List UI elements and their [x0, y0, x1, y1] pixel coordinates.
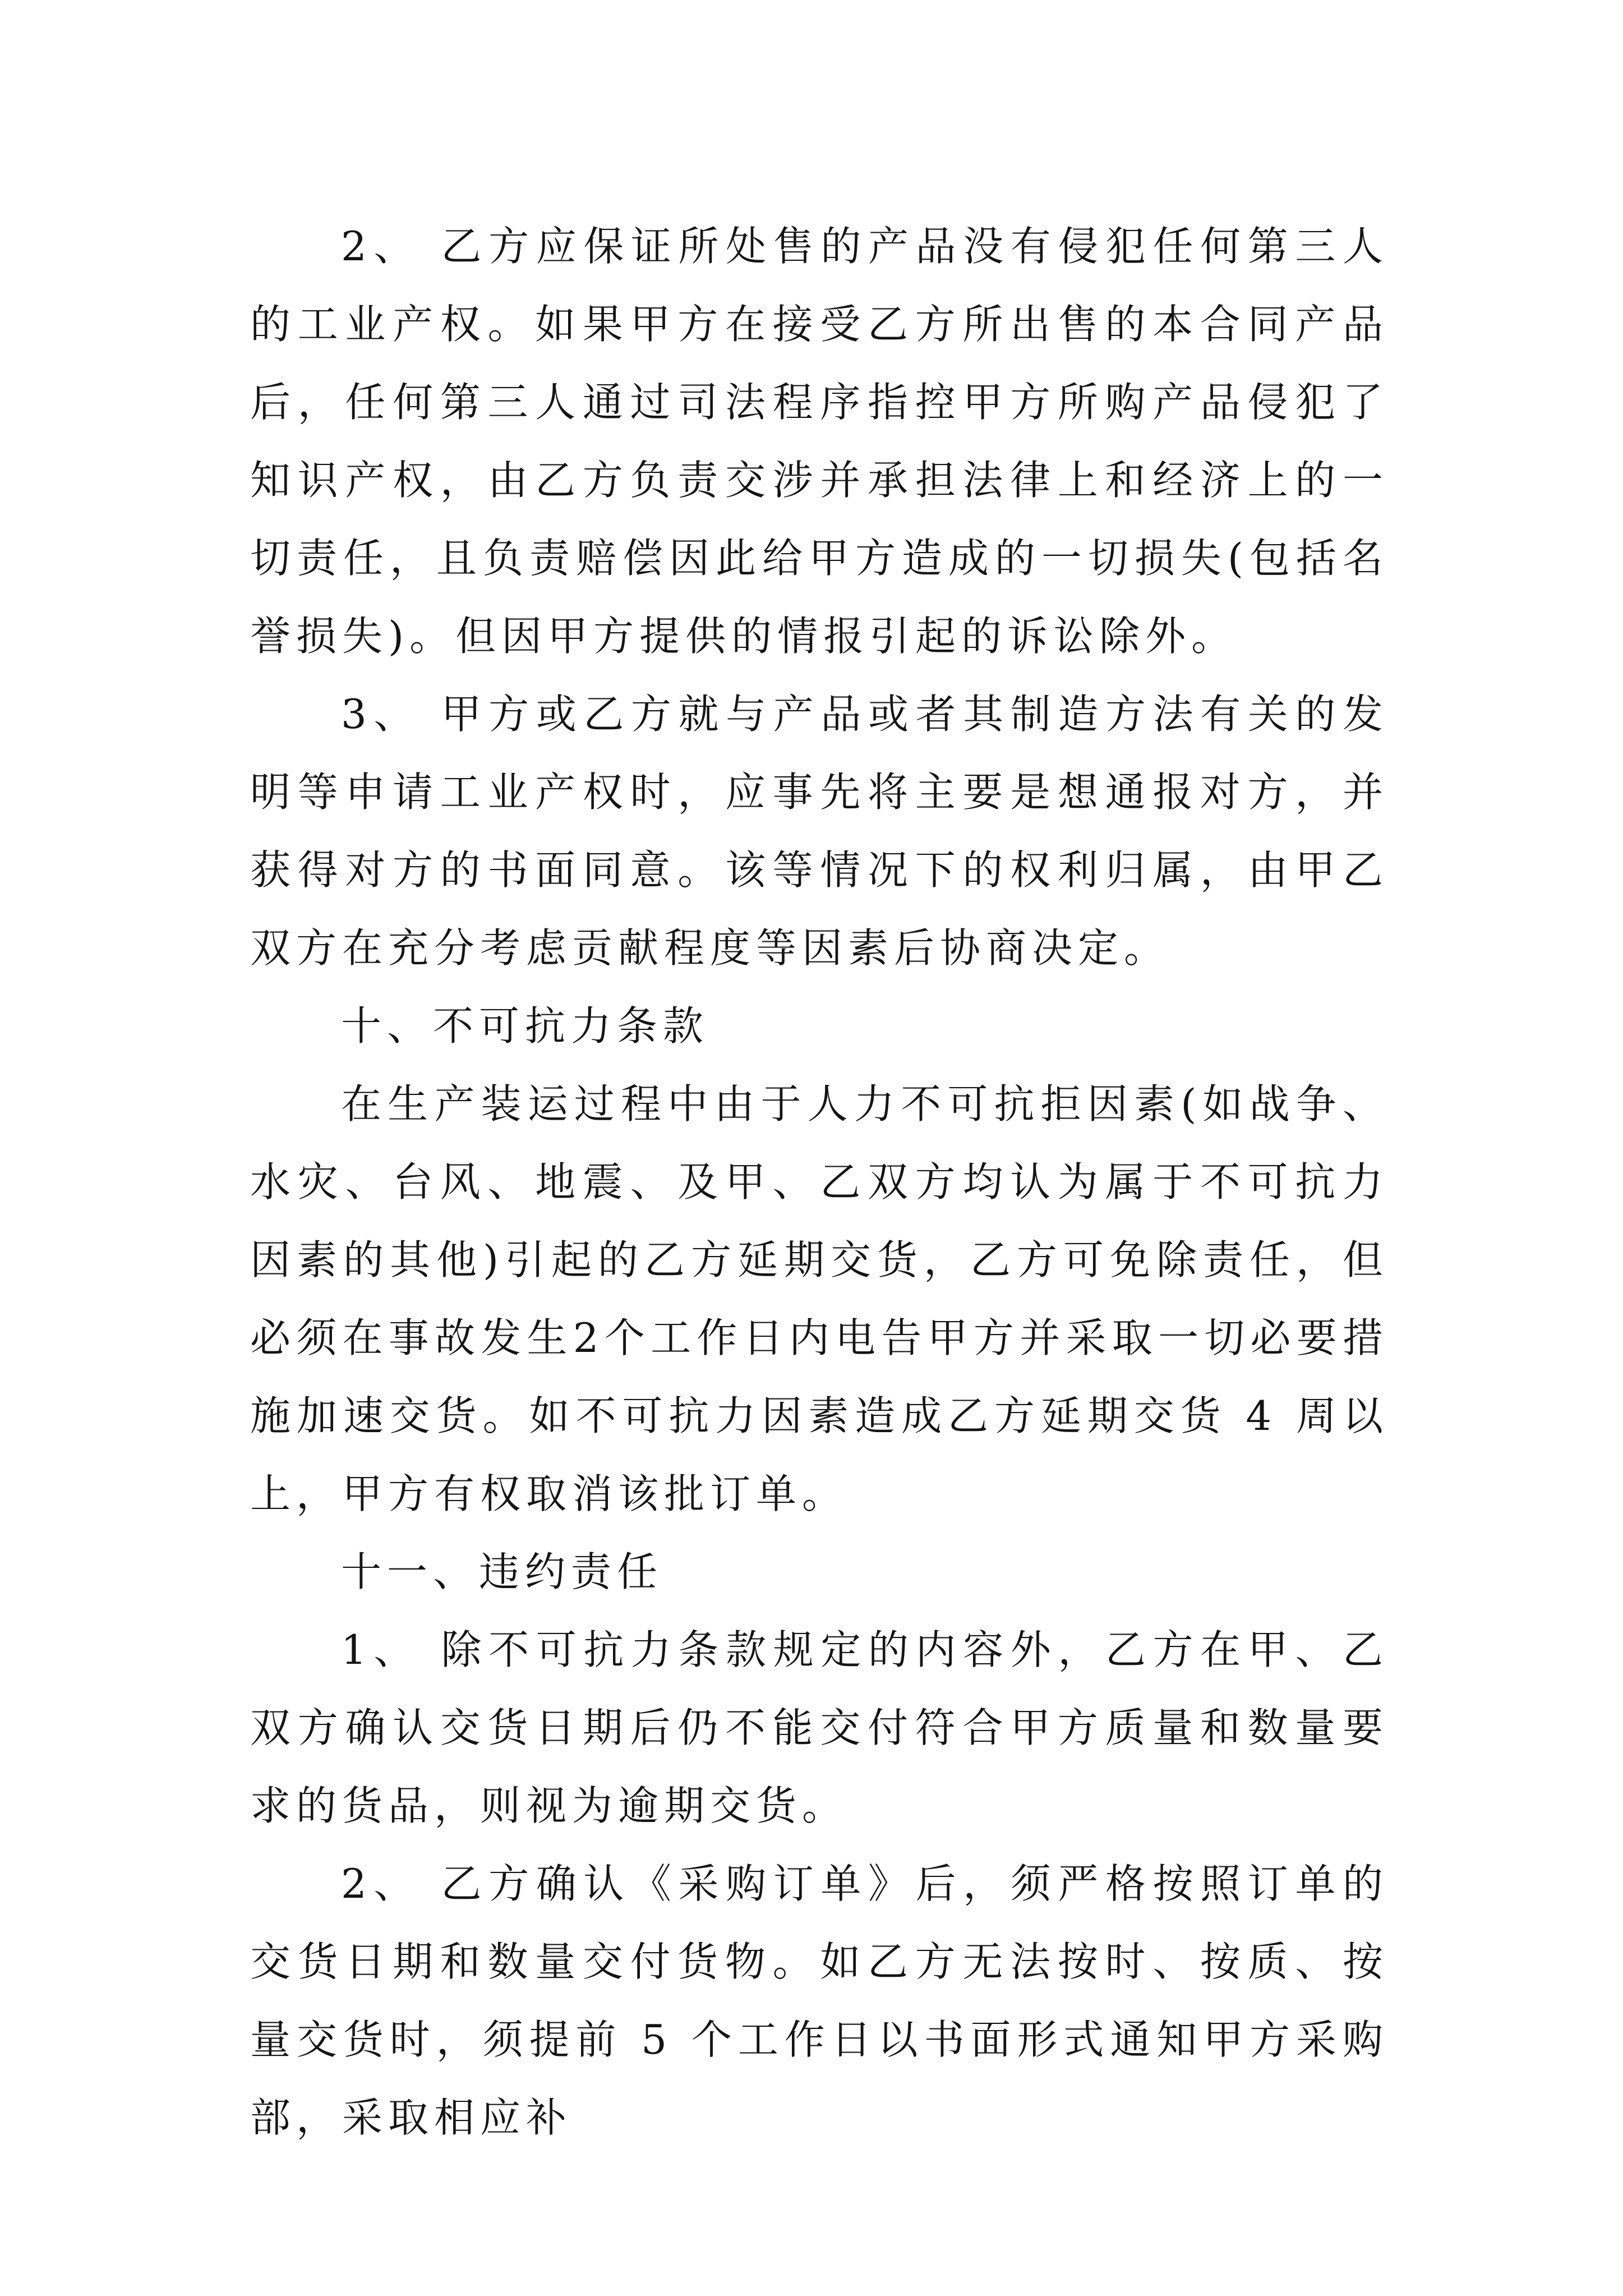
section-10-heading: 十、不可抗力条款: [341, 1002, 709, 1050]
clause-9-item-3: 3、 甲方或乙方就与产品或者其制造方法有关的发明等申请工业产权时，应事先将主要是想通报对方，并获得对方的书面同意。该等情况下的权利归属，由甲乙双方在充分考虑贡献程度等因素后协商决定。: [250, 691, 1389, 972]
clause-9-item-2: 2、 乙方应保证所处售的产品没有侵犯任何第三人的工业产权。如果甲方在接受乙方所出售的本合同产品后，任何第三人通过司法程序指控甲方所购产品侵犯了知识产权，由乙方负责交涉并承担法律上和经济上的一切责任，且负责赔偿因此给甲方造成的一切损失(包括名誉损失)。但因甲方提供的情报引起的诉讼除外。: [250, 223, 1389, 660]
clause-10-body: 在生产装运过程中由于人力不可抗拒因素(如战争、水灾、台风、地震、及甲、乙双方均认为属于不可抗力因素的其他)引起的乙方延期交货，乙方可免除责任，但必须在事故发生2个工作日内电告甲方并采取一切必要措施加速交货。如不可抗力因素造成乙方延期交货 4 周以上，甲方有权取消该批订单。: [250, 1080, 1389, 1517]
clause-11-item-1: 1、 除不可抗力条款规定的内容外，乙方在甲、乙双方确认交货日期后仍不能交付符合甲方质量和数量要求的货品，则视为逾期交货。: [250, 1626, 1389, 1829]
document-body: [250, 208, 1389, 2157]
clause-11-item-2: 2、 乙方确认《采购订单》后，须严格按照订单的交货日期和数量交付货物。如乙方无法按时、按质、按量交货时，须提前 5 个工作日以书面形式通知甲方采购部，采取相应补: [250, 1860, 1389, 2141]
section-11-heading: 十一、违约责任: [341, 1548, 663, 1595]
